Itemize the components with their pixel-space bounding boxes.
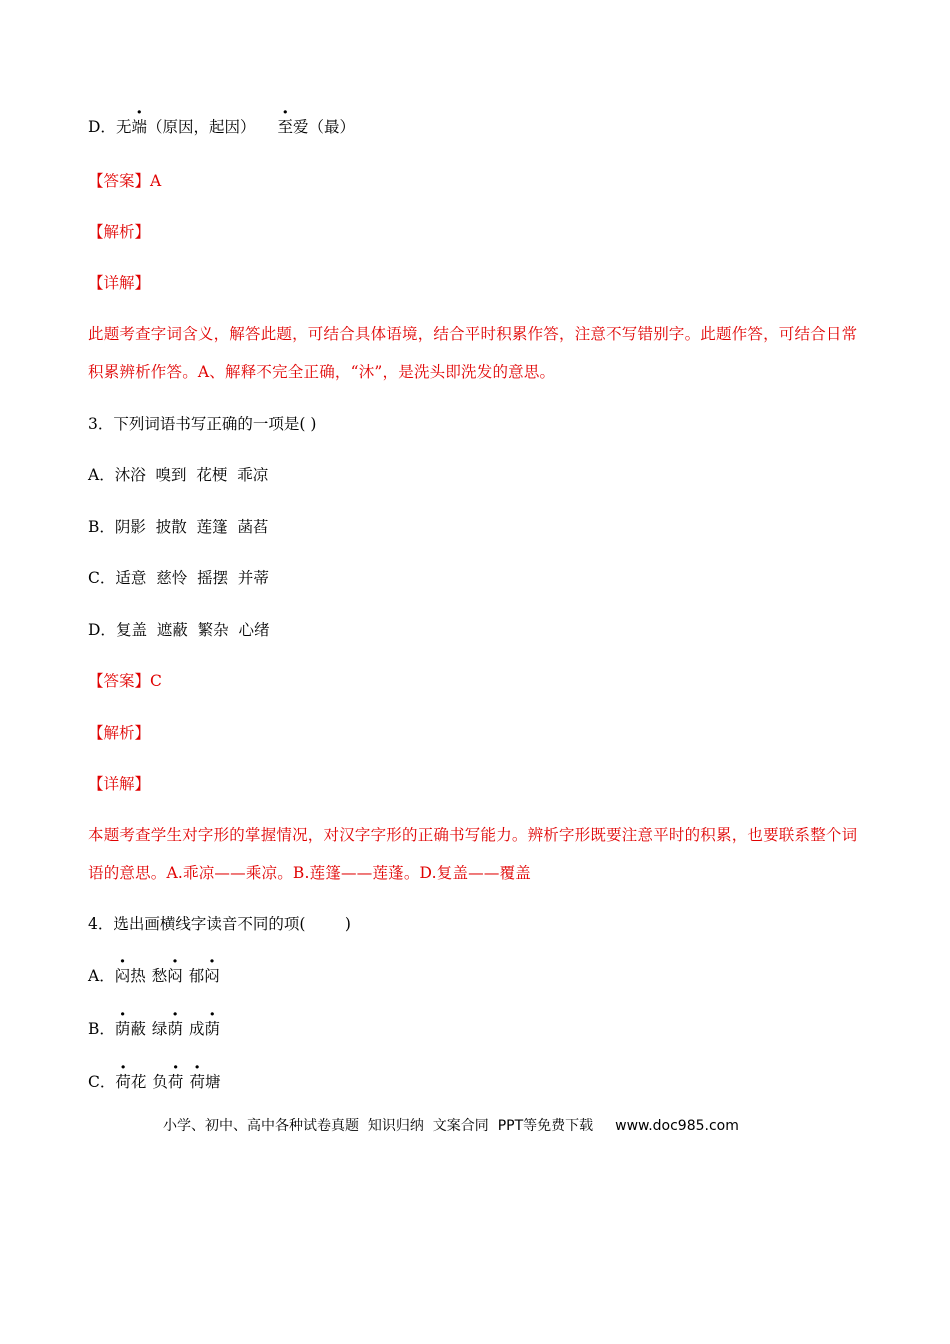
q2-option-d [88,117,355,137]
q3-option-b [88,517,268,537]
word-text: 塘 [204,1073,221,1091]
option-label: D． [88,118,116,136]
q3-analysis-tag: 【解析】 [88,724,151,742]
option-text: 沐浴 嗅到 花梗 乖凉 [114,466,269,484]
emphasized-char: 荫 [167,1020,183,1038]
word-note: （最） [308,118,356,136]
q2-answer [88,171,161,191]
q2-detail-text: 此题考查字词含义，解答此题，可结合具体语境，结合平时积累作答，注意不写错别字。此题作答，可结合日常积累辨析作答。A、解释不完全正确，“沐”，是洗头即洗发的意思。 [88,325,858,381]
emphasized-char: 闷 [167,967,183,985]
option-label: C． [88,1073,116,1091]
emphasized-char: 荫 [114,1020,131,1038]
q2-detail-tag: 【详解】 [88,274,151,292]
option-label: B． [88,1020,115,1038]
answer-tag: 【答案】 [88,672,151,690]
q3-option-d [88,620,270,640]
emphasized-char: 至 [277,118,293,136]
option-label: A． [88,466,115,484]
emphasized-char: 端 [131,118,147,136]
option-text: 阴影 披散 莲篷 菡萏 [114,518,269,536]
q2-analysis-tag: 【解析】 [88,223,151,241]
q4-option-c [88,1072,220,1092]
option-label: B． [88,518,115,536]
word-text: 无 [115,118,132,136]
emphasized-char: 荷 [167,1073,184,1091]
word-text: 郁 [188,967,205,985]
q3-option-a [88,465,268,485]
emphasized-char: 荷 [189,1073,205,1091]
q3-answer [88,671,162,691]
footer-text: 小学、初中、高中各种试卷真题 知识归纳 文案合同 PPT等免费下载 [163,1118,594,1134]
emphasized-char: 闷 [204,967,220,985]
q3-detail-text: 本题考查学生对字形的掌握情况，对汉字字形的正确书写能力。辨析字形既要注意平时的积累，也要联系整个词语的意思。A.乖凉——乘凉。B.莲篷——莲蓬。D.复盖——覆盖 [88,826,858,882]
footer-url: www.doc985.com [615,1118,739,1134]
q4-option-b [88,1019,220,1039]
emphasized-char: 闷 [114,967,131,985]
option-text: 适意 慈怜 摇摆 并蒂 [115,569,269,587]
word-text: 花 [130,1073,147,1091]
word-text: 爱 [293,118,309,136]
answer-value: A [150,172,162,190]
option-label: C． [88,569,116,587]
q3-option-c [88,568,269,588]
option-label: D． [88,621,116,639]
word-text: 热 [130,967,146,985]
q3-detail-tag: 【详解】 [88,775,151,793]
word-note: （原因，起因） [146,118,256,136]
option-label: A． [88,967,115,985]
word-text: 绿 [151,1020,168,1038]
word-text: 负 [152,1073,168,1091]
word-text: 愁 [151,967,168,985]
word-text: 蔽 [130,1020,146,1038]
page-footer [163,1116,739,1136]
word-text: 成 [188,1020,205,1038]
answer-value: C [150,672,162,690]
q4-stem: 4．选出画横线字读音不同的项( ) [88,915,351,933]
emphasized-char: 荷 [115,1073,131,1091]
q3-stem: 3．下列词语书写正确的一项是( ) [88,415,317,433]
emphasized-char: 荫 [204,1020,220,1038]
q4-option-a [88,966,220,986]
answer-tag: 【答案】 [88,172,151,190]
option-text: 复盖 遮蔽 繁杂 心绪 [115,621,270,639]
